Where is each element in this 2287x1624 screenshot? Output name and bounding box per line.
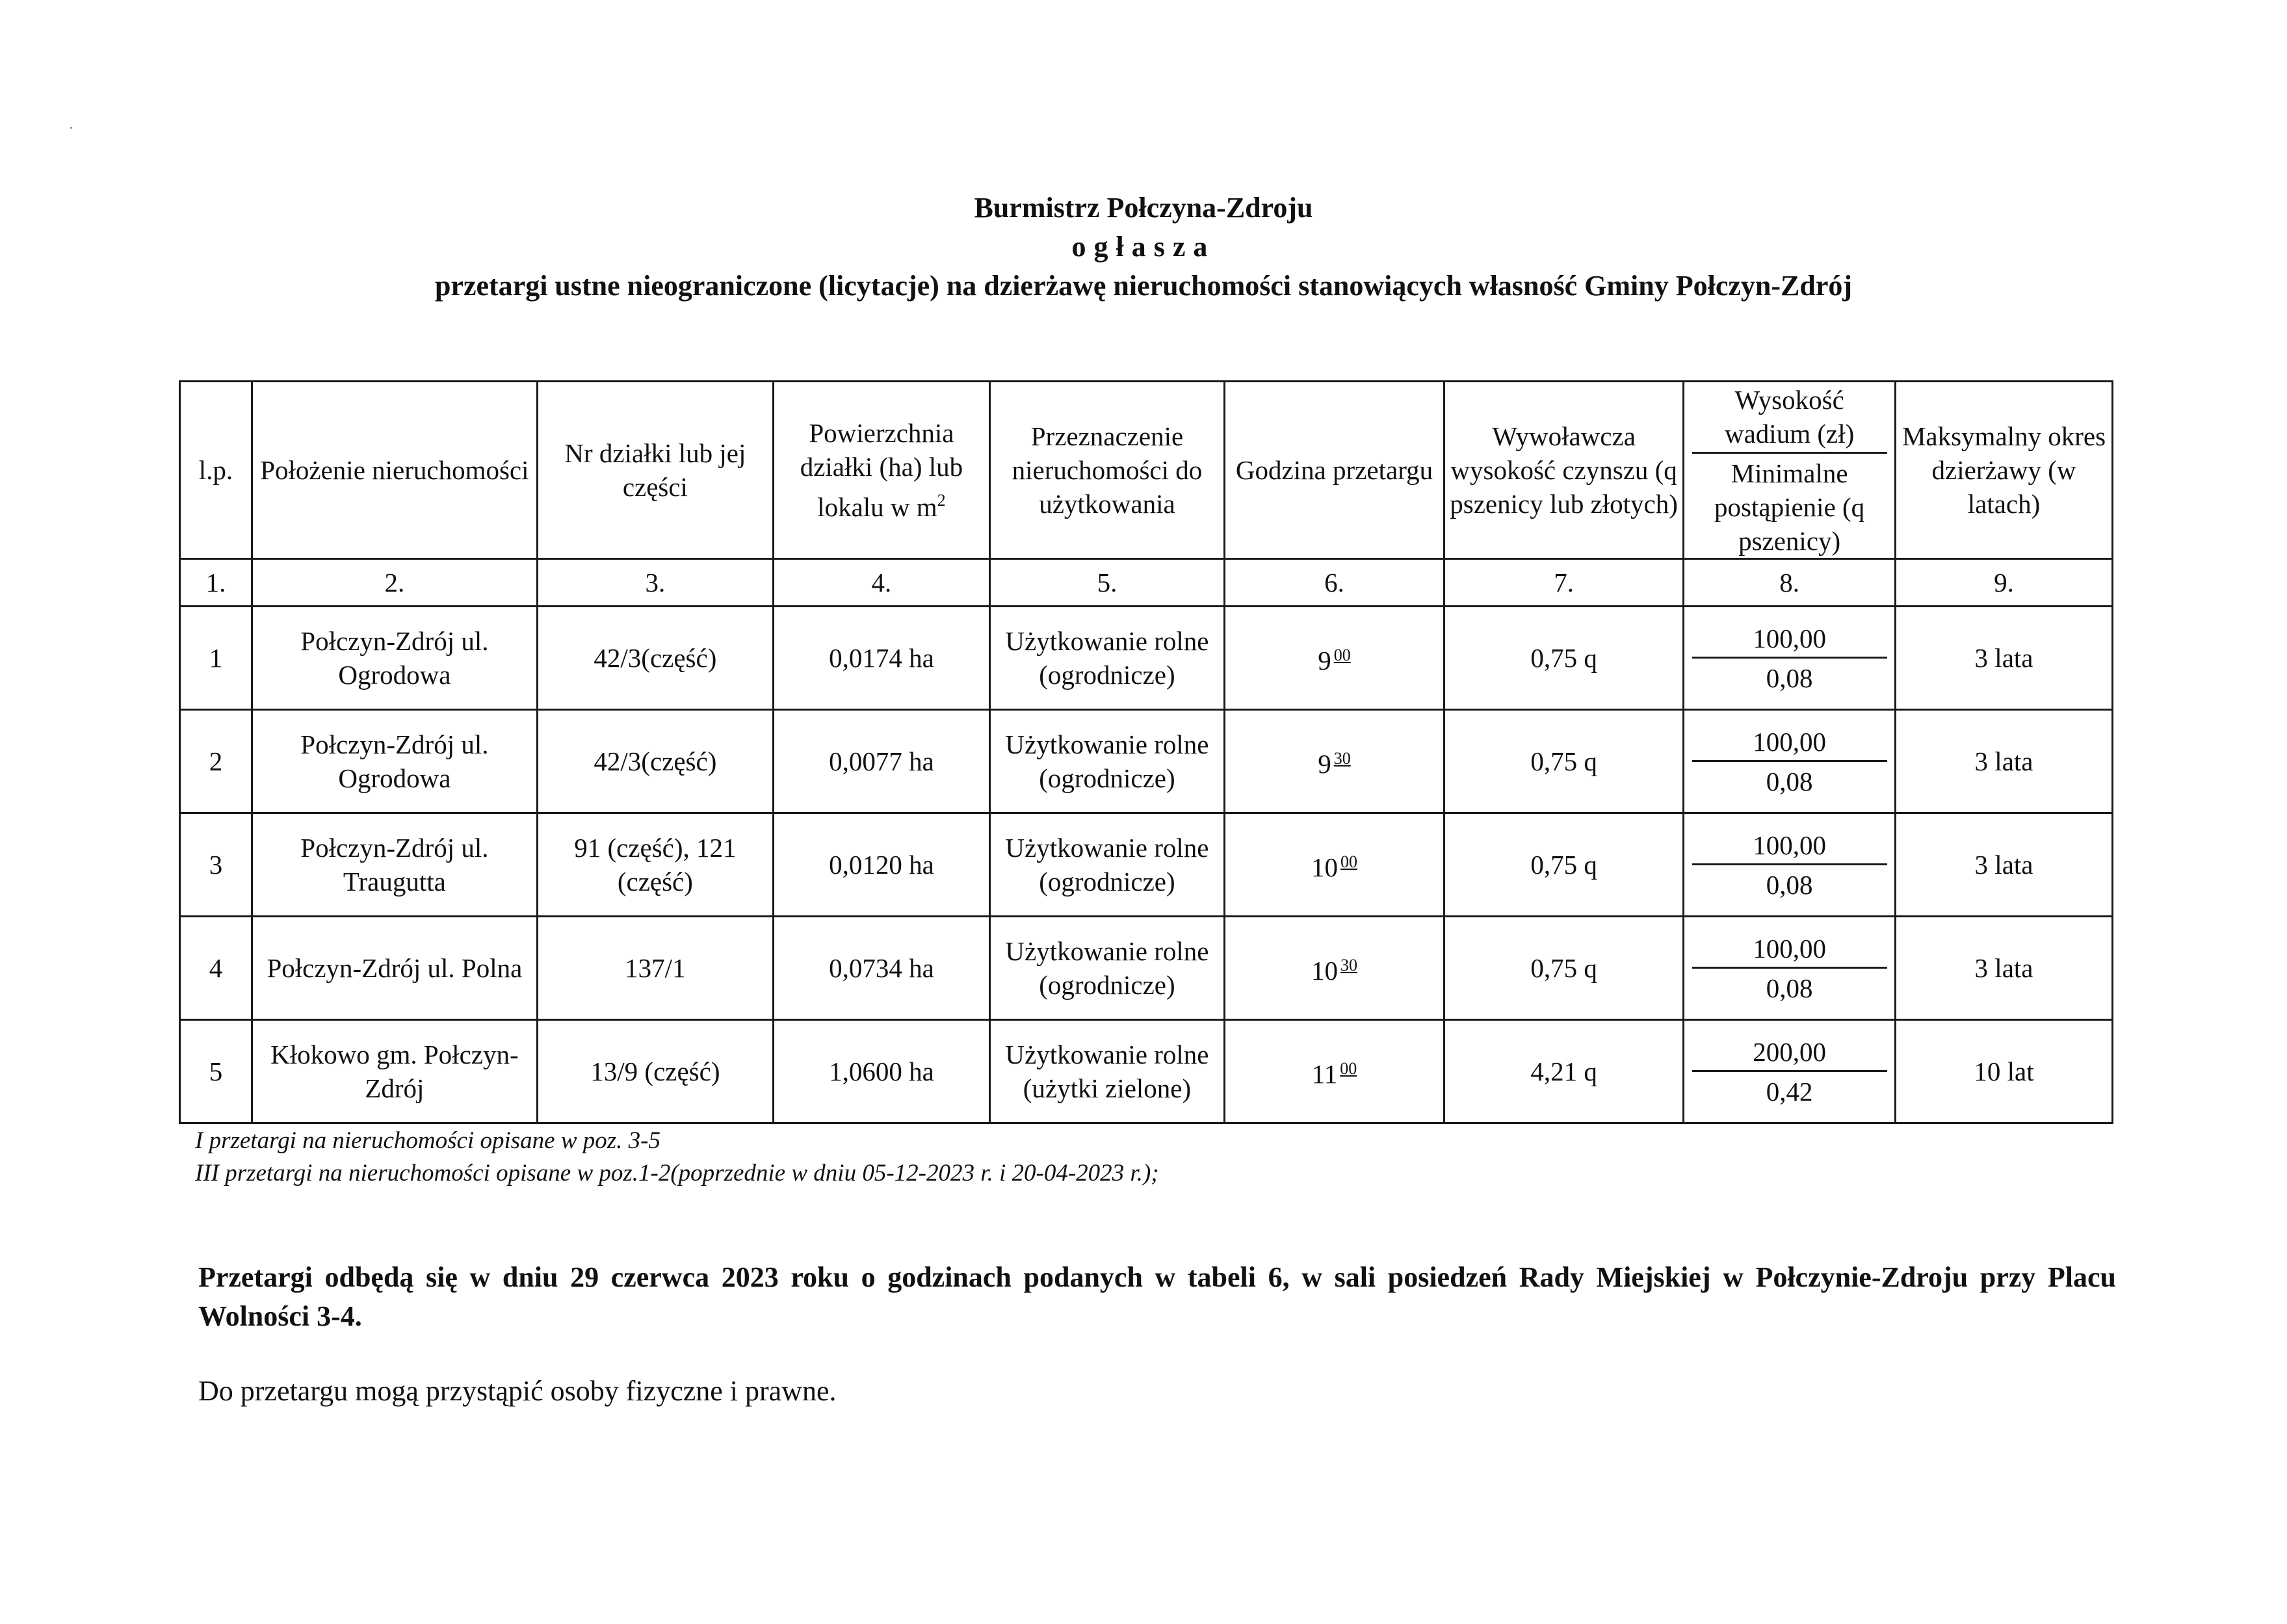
column-number: 1. xyxy=(180,559,252,607)
col-header-location: Położenie nieruchomości xyxy=(252,382,537,559)
cell-plot-number: 42/3(część) xyxy=(537,710,773,813)
column-number: 2. xyxy=(252,559,537,607)
col-header-deposit xyxy=(1684,382,1896,559)
min-increment-value: 0,08 xyxy=(1766,973,1813,1003)
cell-starting-rent: 4,21 q xyxy=(1444,1020,1683,1123)
cell-lp: 1 xyxy=(180,607,252,710)
deposit-header-fraction xyxy=(1692,383,1887,558)
header-title: Burmistrz Połczyna-Zdroju xyxy=(974,192,1313,224)
deposit-value: 100,00 xyxy=(1692,622,1887,659)
cell-deposit xyxy=(1684,607,1896,710)
min-increment-value: 0,08 xyxy=(1766,766,1813,796)
cell-max-period: 3 lata xyxy=(1896,813,2113,917)
cell-starting-rent: 0,75 q xyxy=(1444,917,1683,1020)
deposit-fraction xyxy=(1692,1035,1887,1108)
cell-max-period: 3 lata xyxy=(1896,710,2113,813)
cell-purpose: Użytkowanie rolne (ogrodnicze) xyxy=(989,917,1224,1020)
column-number: 9. xyxy=(1896,559,2113,607)
min-increment-value: 0,08 xyxy=(1766,662,1813,693)
deposit-header-top: Wysokość wadium (zł) xyxy=(1692,383,1887,454)
cell-time xyxy=(1225,607,1444,710)
announcement-header xyxy=(0,189,2287,306)
cell-area: 1,0600 ha xyxy=(773,1020,989,1123)
cell-time xyxy=(1225,1020,1444,1123)
min-increment-value: 0,42 xyxy=(1766,1076,1813,1107)
cell-lp: 3 xyxy=(180,813,252,917)
table-notes xyxy=(195,1125,2080,1190)
min-increment-value: 0,08 xyxy=(1766,869,1813,900)
tender-date-paragraph: Przetargi odbędą się w dniu 29 czerwca 2023 roku o godzinach podanych w tabeli 6, w sali posiedzeń Rady Miejskiej w Połczynie-Zdroju przy Placu Wolności 3-4. xyxy=(198,1261,2116,1332)
time-hour: 10 xyxy=(1311,852,1338,882)
cell-deposit xyxy=(1684,710,1896,813)
cell-plot-number: 137/1 xyxy=(537,917,773,1020)
cell-plot-number: 13/9 (część) xyxy=(537,1020,773,1123)
deposit-header-bottom: Minimalne postąpienie (q pszenicy) xyxy=(1714,458,1865,556)
deposit-value: 100,00 xyxy=(1692,828,1887,865)
cell-max-period: 3 lata xyxy=(1896,607,2113,710)
deposit-value: 200,00 xyxy=(1692,1035,1887,1072)
cell-location: Połczyn-Zdrój ul. Ogrodowa xyxy=(252,607,537,710)
area-header-text: Powierzchnia działki (ha) lub lokalu w m xyxy=(800,418,963,522)
cell-time xyxy=(1225,917,1444,1020)
time-minutes: 30 xyxy=(1333,749,1351,768)
column-number: 8. xyxy=(1684,559,1896,607)
deposit-fraction xyxy=(1692,828,1887,902)
cell-purpose: Użytkowanie rolne (ogrodnicze) xyxy=(989,710,1224,813)
cell-location: Kłokowo gm. Połczyn-Zdrój xyxy=(252,1020,537,1123)
col-header-time: Godzina przetargu xyxy=(1225,382,1444,559)
column-number: 4. xyxy=(773,559,989,607)
cell-plot-number: 91 (część), 121 (część) xyxy=(537,813,773,917)
cell-purpose: Użytkowanie rolne (ogrodnicze) xyxy=(989,813,1224,917)
header-subject: przetargi ustne nieograniczone (licytacje) na dzierżawę nieruchomości stanowiących własność Gminy Połczyn-Zdrój xyxy=(434,270,1853,302)
col-header-max-period: Maksymalny okres dzierżawy (w latach) xyxy=(1896,382,2113,559)
table-row xyxy=(180,710,2113,813)
area-header-superscript: 2 xyxy=(937,491,946,510)
table-row xyxy=(180,607,2113,710)
column-number-row xyxy=(180,559,2113,607)
time-minutes: 00 xyxy=(1340,852,1357,871)
cell-area: 0,0077 ha xyxy=(773,710,989,813)
cell-starting-rent: 0,75 q xyxy=(1444,607,1683,710)
deposit-fraction xyxy=(1692,725,1887,798)
cell-area: 0,0120 ha xyxy=(773,813,989,917)
table-body xyxy=(180,607,2113,1123)
column-number: 5. xyxy=(989,559,1224,607)
cell-starting-rent: 0,75 q xyxy=(1444,813,1683,917)
time-minutes: 00 xyxy=(1333,646,1351,664)
time-hour: 11 xyxy=(1311,1059,1338,1089)
time-hour: 9 xyxy=(1318,749,1331,779)
cell-purpose: Użytkowanie rolne (użytki zielone) xyxy=(989,1020,1224,1123)
col-header-lp: l.p. xyxy=(180,382,252,559)
note-first-tender: I przetargi na nieruchomości opisane w poz. 3-5 xyxy=(195,1127,660,1154)
time-minutes: 00 xyxy=(1340,1059,1357,1078)
table-row xyxy=(180,917,2113,1020)
cell-lp: 2 xyxy=(180,710,252,813)
time-minutes: 30 xyxy=(1340,956,1357,975)
cell-time xyxy=(1225,813,1444,917)
eligibility-paragraph: Do przetargu mogą przystąpić osoby fizyczne i prawne. xyxy=(198,1375,837,1407)
table-row xyxy=(180,1020,2113,1123)
column-number: 6. xyxy=(1225,559,1444,607)
deposit-fraction xyxy=(1692,622,1887,695)
deposit-value: 100,00 xyxy=(1692,932,1887,969)
header-announces: ogłasza xyxy=(1071,231,1216,263)
cell-area: 0,0174 ha xyxy=(773,607,989,710)
cell-lp: 5 xyxy=(180,1020,252,1123)
deposit-value: 100,00 xyxy=(1692,725,1887,762)
cell-location: Połczyn-Zdrój ul. Traugutta xyxy=(252,813,537,917)
cell-max-period: 10 lat xyxy=(1896,1020,2113,1123)
col-header-starting-rent: Wywoławcza wysokość czynszu (q pszenicy lub złotych) xyxy=(1444,382,1683,559)
time-hour: 9 xyxy=(1318,646,1331,675)
deposit-fraction xyxy=(1692,932,1887,1005)
cell-location: Połczyn-Zdrój ul. Polna xyxy=(252,917,537,1020)
cell-starting-rent: 0,75 q xyxy=(1444,710,1683,813)
cell-purpose: Użytkowanie rolne (ogrodnicze) xyxy=(989,607,1224,710)
scan-speck-icon xyxy=(70,127,72,129)
cell-location: Połczyn-Zdrój ul. Ogrodowa xyxy=(252,710,537,813)
cell-deposit xyxy=(1684,813,1896,917)
col-header-plot-number: Nr działki lub jej części xyxy=(537,382,773,559)
table-header-row xyxy=(180,382,2113,559)
col-header-purpose: Przeznaczenie nieruchomości do użytkowania xyxy=(989,382,1224,559)
table-row xyxy=(180,813,2113,917)
cell-area: 0,0734 ha xyxy=(773,917,989,1020)
note-third-tender: III przetargi na nieruchomości opisane w poz.1-2(poprzednie w dniu 05-12-2023 r. i 20-04-2023 r.); xyxy=(195,1160,1159,1186)
time-hour: 10 xyxy=(1311,956,1338,986)
cell-plot-number: 42/3(część) xyxy=(537,607,773,710)
cell-time xyxy=(1225,710,1444,813)
tender-table xyxy=(179,380,2113,1124)
cell-lp: 4 xyxy=(180,917,252,1020)
cell-deposit xyxy=(1684,1020,1896,1123)
column-number: 7. xyxy=(1444,559,1683,607)
cell-deposit xyxy=(1684,917,1896,1020)
col-header-area xyxy=(773,382,989,559)
column-number: 3. xyxy=(537,559,773,607)
cell-max-period: 3 lata xyxy=(1896,917,2113,1020)
